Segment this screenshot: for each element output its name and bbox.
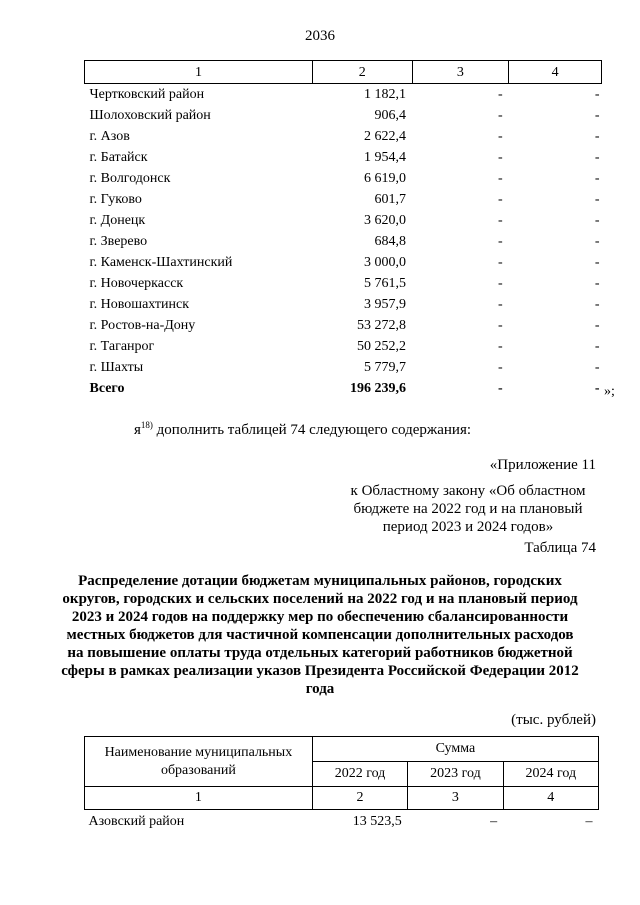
table-row: [85, 810, 599, 835]
column-number-4: 4: [503, 787, 598, 810]
column-number-1: 1: [85, 61, 313, 84]
row-value-2023: –: [490, 814, 498, 829]
row-value-2024: -: [594, 318, 600, 333]
row-value-2023: -: [498, 192, 503, 207]
year-header-2023: 2023 год: [408, 762, 503, 787]
row-value-2023: -: [498, 234, 503, 249]
column-number-1: 1: [85, 787, 313, 810]
row-value-2022: 684,8: [374, 234, 406, 249]
row-name: г. Зверево: [89, 234, 148, 249]
row-value-2024: -: [594, 87, 600, 102]
row-value-2022: 50 252,2: [357, 339, 406, 354]
table-row: [85, 231, 602, 252]
row-value-2022: 906,4: [374, 108, 406, 123]
row-value-2023: -: [498, 318, 503, 333]
table-row: [85, 189, 602, 210]
row-value-2024: -: [594, 213, 600, 228]
row-value-2022: 3 000,0: [364, 255, 406, 270]
appendix-title: «Приложение 11: [489, 457, 596, 473]
column-number-2: 2: [312, 61, 412, 84]
table-number: Таблица 74: [524, 540, 596, 556]
row-name: г. Новошахтинск: [89, 297, 190, 312]
row-value-2023: -: [498, 276, 503, 291]
name-column-header: Наименование муниципальных образований: [85, 737, 313, 787]
allocation-table-continued: [84, 60, 602, 399]
appendix-caption: [340, 456, 596, 536]
row-value-2022: 53 272,8: [357, 318, 406, 333]
row-name: г. Шахты: [89, 360, 144, 375]
row-value-2024: -: [594, 276, 600, 291]
row-name: Шолоховский район: [89, 108, 211, 123]
row-value-2023: -: [498, 150, 503, 165]
amendment-letter: я: [134, 422, 141, 438]
table-heading: Распределение дотации бюджетам муниципальных районов, городских округов, городских и сельских поселений на 2022 год и на плановый период 2023 и 2024 годов на поддержку мер по обеспечению сбалансированности местных бюджетов для частичной компенсации дополнительных расходов на повышение оплаты труда отдельных категорий работников бюджетной сферы в рамках реализации указов Президента Российской Федерации 2012 года: [61, 573, 579, 697]
row-value-2024: -: [594, 339, 600, 354]
table-row: [85, 273, 602, 294]
row-value-2022: 3 957,9: [364, 297, 406, 312]
table-row: [85, 105, 602, 126]
column-numbers-row: [85, 787, 599, 810]
row-value-2022: 13 523,5: [352, 814, 402, 829]
table-row: [85, 210, 602, 231]
row-value-2023: -: [498, 339, 503, 354]
table-row: [85, 315, 602, 336]
row-value-2022: 6 619,0: [364, 171, 406, 186]
row-name: г. Новочеркасск: [89, 276, 184, 291]
row-value-2024: -: [594, 129, 600, 144]
row-name: г. Таганрог: [89, 339, 155, 354]
total-value-2023: -: [498, 381, 503, 396]
table-row: [85, 294, 602, 315]
footnote-marker: 18): [140, 420, 153, 430]
row-name: г. Донецк: [89, 213, 146, 228]
table-row: [85, 357, 602, 378]
table-header-row: [85, 61, 602, 84]
page-number: 2036: [305, 28, 335, 44]
row-value-2023: -: [498, 108, 503, 123]
row-name: г. Ростов-на-Дону: [89, 318, 196, 333]
appendix-law-reference: к Областному закону «Об областном бюджете на 2022 год и на плановый период 2023 и 2024 годов»: [350, 483, 586, 535]
row-value-2023: -: [498, 297, 503, 312]
total-label: Всего: [89, 381, 125, 396]
row-value-2022: 5 761,5: [364, 276, 406, 291]
row-value-2022: 5 779,7: [364, 360, 406, 375]
amendment-text: дополнить таблицей 74 следующего содержания:: [152, 422, 472, 438]
row-name: г. Волгодонск: [89, 171, 171, 186]
row-value-2023: -: [498, 255, 503, 270]
table-row: [85, 252, 602, 273]
row-value-2024: -: [594, 234, 600, 249]
table-header-row: [85, 737, 599, 762]
row-name: г. Азов: [89, 129, 130, 144]
total-value-2022: 196 239,6: [350, 381, 406, 396]
table-row: [85, 336, 602, 357]
row-value-2024: -: [594, 297, 600, 312]
row-name: г. Гуково: [89, 192, 142, 207]
row-value-2024: -: [594, 108, 600, 123]
row-value-2024: -: [594, 255, 600, 270]
column-number-3: 3: [412, 61, 509, 84]
column-number-3: 3: [408, 787, 503, 810]
row-value-2024: -: [594, 360, 600, 375]
total-row: [85, 378, 602, 399]
row-value-2022: 2 622,4: [364, 129, 406, 144]
row-value-2024: -: [594, 171, 600, 186]
row-name: г. Каменск-Шахтинский: [89, 255, 233, 270]
year-header-2022: 2022 год: [312, 762, 407, 787]
table-row: [85, 168, 602, 189]
row-value-2024: –: [585, 814, 593, 829]
row-value-2023: -: [498, 129, 503, 144]
row-value-2022: 1 182,1: [364, 87, 406, 102]
row-value-2024: -: [594, 192, 600, 207]
row-value-2023: -: [498, 360, 503, 375]
table-row: [85, 147, 602, 168]
sum-column-header: Сумма: [312, 737, 598, 762]
row-value-2022: 1 954,4: [364, 150, 406, 165]
total-value-2024: -: [594, 381, 600, 396]
row-value-2023: -: [498, 87, 503, 102]
year-header-2024: 2024 год: [503, 762, 598, 787]
row-name: Азовский район: [88, 814, 185, 829]
table-row: [85, 126, 602, 147]
column-number-2: 2: [312, 787, 407, 810]
units-label: (тыс. рублей): [511, 712, 596, 728]
table-row: [85, 84, 602, 106]
amendment-paragraph: [134, 420, 471, 439]
row-value-2023: -: [498, 171, 503, 186]
row-name: Чертковский район: [89, 87, 205, 102]
row-value-2022: 601,7: [374, 192, 406, 207]
row-name: г. Батайск: [89, 150, 148, 165]
allocation-table-74: [84, 736, 599, 834]
row-value-2024: -: [594, 150, 600, 165]
closing-quote: »;: [604, 384, 615, 399]
row-value-2022: 3 620,0: [364, 213, 406, 228]
column-number-4: 4: [509, 61, 602, 84]
row-value-2023: -: [498, 213, 503, 228]
